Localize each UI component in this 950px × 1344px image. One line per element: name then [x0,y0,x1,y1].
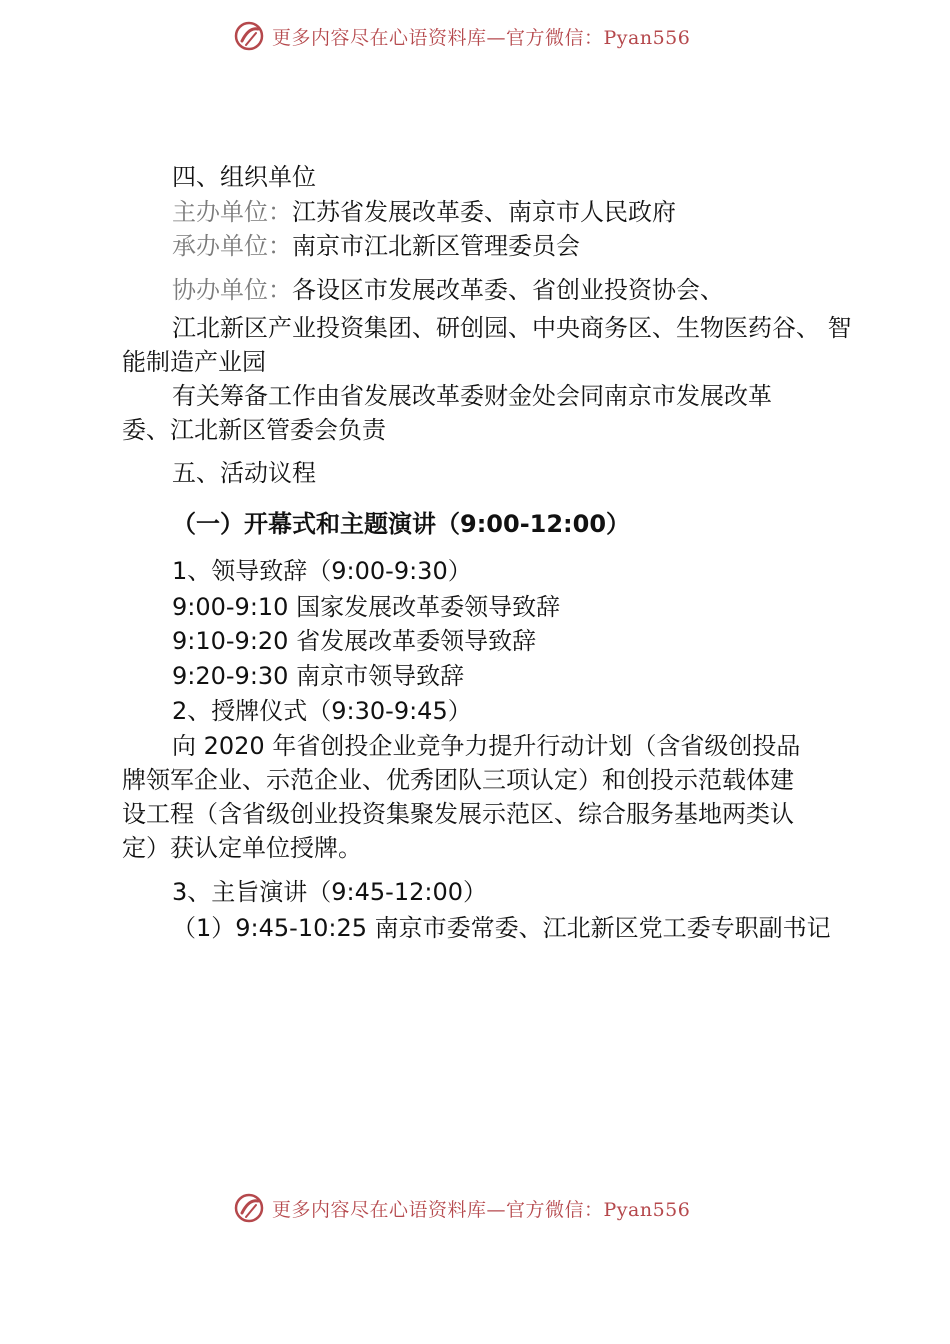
watermark-logo-icon [232,19,266,53]
prep-line-1: 有关筹备工作由省发展改革委财金处会同南京市发展改革 [172,382,772,410]
agenda-item-2-para-line-1: 向 2020 年省创投企业竞争力提升行动计划（含省级创投品 [172,732,801,760]
watermark-text: 更多内容尽在心语资料库—官方微信：Pyan556 [272,1198,691,1221]
subsection-heading-opening: （一）开幕式和主题演讲（9:00-12:00） [172,510,631,538]
agenda-item-2-para-line-2: 牌领军企业、示范企业、优秀团队三项认定）和创投示范载体建 [122,766,794,794]
co-organizer-label: 协办单位： [172,276,292,304]
organizer-label: 承办单位： [172,232,292,260]
agenda-item-1b: 9:10-9:20 省发展改革委领导致辞 [172,627,537,655]
watermark-banner-bottom [232,1188,752,1228]
host-line [172,195,676,229]
co-organizer-line [172,273,724,307]
organizer-line [172,229,580,263]
watermark-banner-top [232,16,752,56]
co-organizer-value: 各设区市发展改革委、省创业投资协会、 [292,276,724,304]
host-label: 主办单位： [172,198,292,226]
agenda-item-1: 1、领导致辞（9:00-9:30） [172,557,472,585]
agenda-item-2: 2、授牌仪式（9:30-9:45） [172,697,472,725]
agenda-item-2-para-line-4: 定）获认定单位授牌。 [122,834,362,862]
agenda-item-1c: 9:20-9:30 南京市领导致辞 [172,662,465,690]
agenda-item-3a: （1）9:45-10:25 南京市委常委、江北新区党工委专职副书记 [172,914,831,942]
co-organizer-line-2: 江北新区产业投资集团、研创园、中央商务区、生物医药谷、 智 [172,314,852,342]
agenda-item-1a: 9:00-9:10 国家发展改革委领导致辞 [172,593,561,621]
watermark-logo-icon [232,1191,266,1225]
agenda-item-3: 3、主旨演讲（9:45-12:00） [172,878,487,906]
host-value: 江苏省发展改革委、南京市人民政府 [292,198,676,226]
watermark-text: 更多内容尽在心语资料库—官方微信：Pyan556 [272,26,691,49]
organizer-value: 南京市江北新区管理委员会 [292,232,580,260]
agenda-item-2-para-line-3: 设工程（含省级创业投资集聚发展示范区、综合服务基地两类认 [122,800,794,828]
prep-line-2: 委、江北新区管委会负责 [122,416,386,444]
section-heading-agenda: 五、活动议程 [172,459,316,487]
section-heading-organizers: 四、组织单位 [172,163,316,191]
co-organizer-line-3: 能制造产业园 [122,348,266,376]
